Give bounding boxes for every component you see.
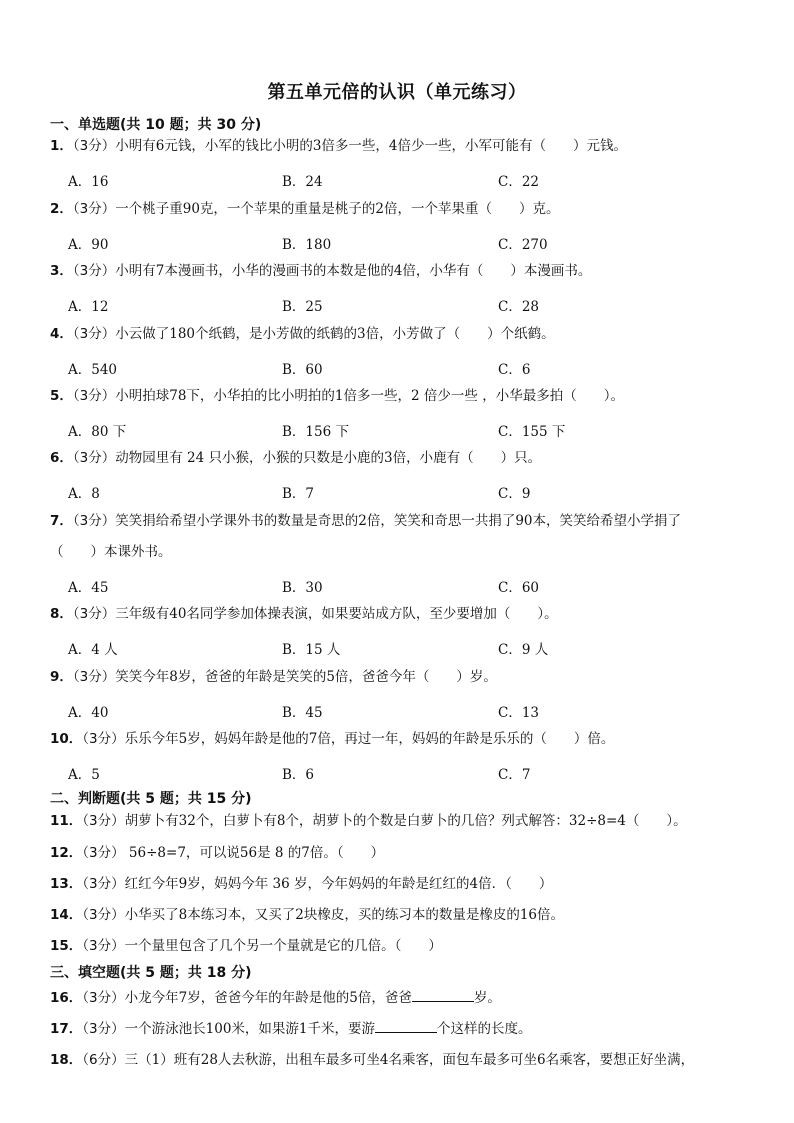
question-text: 笑笑捐给希望小学课外书的数量是奇思的2倍，笑笑和奇思一共捐了90本，笑笑给希望小学捐了 bbox=[115, 513, 682, 529]
question-text: 红红今年9岁，妈妈今年 36 岁，今年妈妈的年龄是红红的4倍．（ ） bbox=[124, 876, 553, 892]
question-score: （3分） bbox=[82, 938, 125, 954]
question-14 bbox=[50, 900, 762, 931]
question-number: 17． bbox=[50, 1021, 83, 1037]
question-number: 14． bbox=[50, 907, 83, 923]
question-text: 胡萝卜有32个，白萝卜有8个，胡萝卜的个数是白萝卜的几倍？列式解答：32÷8=4（ ）。 bbox=[124, 813, 687, 829]
option-b[interactable]: B．6 bbox=[282, 767, 315, 783]
question-text: 乐乐今年5岁，妈妈年龄是他的7倍，再过一年，妈妈的年龄是乐乐的（ ）倍。 bbox=[124, 731, 615, 747]
question-score: （3分） bbox=[72, 513, 116, 529]
question-number: 15． bbox=[50, 938, 83, 954]
option-c[interactable]: C．6 bbox=[498, 362, 531, 378]
question-2 bbox=[50, 194, 762, 225]
option-c[interactable]: C．270 bbox=[498, 237, 548, 253]
option-a[interactable]: A．16 bbox=[68, 174, 109, 190]
question-7-continued bbox=[50, 537, 762, 568]
question-number: 16． bbox=[50, 990, 83, 1006]
question-text: 小明有7本漫画书，小华的漫画书的本数是他的4倍，小华有（ ）本漫画书。 bbox=[115, 263, 592, 279]
question-number: 5． bbox=[50, 388, 73, 404]
question-11 bbox=[50, 806, 762, 837]
question-number: 11． bbox=[50, 813, 83, 829]
question-text: 小云做了180个纸鹤，是小芳做的纸鹤的3倍，小芳做了（ ）个纸鹤。 bbox=[115, 326, 555, 342]
option-a[interactable]: A．540 bbox=[68, 362, 118, 378]
question-score: （3分） bbox=[72, 606, 116, 622]
question-number: 6． bbox=[50, 450, 73, 466]
question-number: 2． bbox=[50, 201, 73, 217]
answer-blank[interactable] bbox=[412, 987, 474, 1002]
question-score: （3分） bbox=[82, 731, 125, 747]
options-5 bbox=[68, 420, 768, 442]
question-text: 56÷8=7，可以说56是 8 的7倍。（ ） bbox=[124, 845, 385, 861]
options-9 bbox=[68, 701, 768, 723]
question-score: （3分） bbox=[82, 813, 125, 829]
option-b[interactable]: B．7 bbox=[282, 486, 315, 502]
question-score: （6分） bbox=[82, 1052, 125, 1068]
question-score: （3分） bbox=[82, 990, 125, 1006]
option-a[interactable]: A．80 下 bbox=[68, 424, 127, 440]
question-score: （3分） bbox=[82, 1021, 125, 1037]
option-b[interactable]: B．45 bbox=[282, 705, 323, 721]
question-9 bbox=[50, 662, 762, 693]
option-a[interactable]: A．90 bbox=[68, 237, 109, 253]
question-score: （3分） bbox=[72, 388, 116, 404]
question-number: 1． bbox=[50, 138, 73, 154]
option-a[interactable]: A．5 bbox=[68, 767, 100, 783]
option-c[interactable]: C．13 bbox=[498, 705, 540, 721]
options-4 bbox=[68, 358, 768, 380]
question-text: 一个桃子重90克，一个苹果的重量是桃子的2倍，一个苹果重（ ）克。 bbox=[115, 201, 560, 217]
question-score: （3分） bbox=[82, 907, 125, 923]
question-3 bbox=[50, 256, 762, 287]
option-c[interactable]: C．60 bbox=[498, 580, 540, 596]
options-8 bbox=[68, 638, 768, 660]
question-12 bbox=[50, 838, 762, 869]
option-a[interactable]: A．45 bbox=[68, 580, 109, 596]
section-heading-single-choice: 一、单选题(共 10 题；共 30 分) bbox=[50, 117, 262, 133]
question-15 bbox=[50, 931, 762, 962]
section-heading-fill-blank: 三、填空题(共 5 题；共 18 分) bbox=[50, 965, 252, 981]
question-8 bbox=[50, 599, 762, 630]
question-score: （3分） bbox=[72, 326, 116, 342]
options-3 bbox=[68, 295, 768, 317]
option-a[interactable]: A．4 人 bbox=[68, 642, 118, 658]
option-c[interactable]: C．7 bbox=[498, 767, 531, 783]
question-17 bbox=[50, 1014, 762, 1045]
page-title: 第五单元倍的认识（单元练习） bbox=[267, 82, 527, 103]
question-score: （3分） bbox=[72, 669, 116, 685]
question-text-continued: （ ）本课外书。 bbox=[50, 544, 172, 560]
question-number: 18． bbox=[50, 1052, 83, 1068]
question-number: 9． bbox=[50, 669, 73, 685]
question-text: 动物园里有 24 只小猴，小猴的只数是小鹿的3倍，小鹿有（ ）只。 bbox=[115, 450, 542, 466]
question-score: （3分） bbox=[72, 138, 116, 154]
question-number: 13． bbox=[50, 876, 83, 892]
option-b[interactable]: B．25 bbox=[282, 299, 323, 315]
question-5 bbox=[50, 381, 762, 412]
option-b[interactable]: B．30 bbox=[282, 580, 323, 596]
question-1 bbox=[50, 131, 762, 162]
option-c[interactable]: C．9 bbox=[498, 486, 531, 502]
question-13 bbox=[50, 869, 762, 900]
options-10 bbox=[68, 763, 768, 785]
question-number: 3． bbox=[50, 263, 73, 279]
options-6 bbox=[68, 482, 768, 504]
question-text: 小华买了8本练习本，又买了2块橡皮，买的练习本的数量是橡皮的16倍。 bbox=[124, 907, 564, 923]
question-number: 12． bbox=[50, 845, 83, 861]
question-4 bbox=[50, 319, 762, 350]
option-c[interactable]: C．155 下 bbox=[498, 424, 566, 440]
option-b[interactable]: B．15 人 bbox=[282, 642, 341, 658]
question-text: 小明拍球78下，小华拍的比小明拍的1倍多一些，2 倍少一些 ，小华最多拍（ ）。 bbox=[115, 388, 624, 404]
option-b[interactable]: B．24 bbox=[282, 174, 323, 190]
question-score: （3分） bbox=[72, 201, 116, 217]
question-10 bbox=[50, 724, 762, 755]
question-score: （3分） bbox=[82, 876, 125, 892]
question-16 bbox=[50, 983, 762, 1014]
option-c[interactable]: C．9 人 bbox=[498, 642, 549, 658]
section-heading-true-false: 二、判断题(共 5 题；共 15 分) bbox=[50, 791, 252, 807]
option-c[interactable]: C．28 bbox=[498, 299, 540, 315]
question-18 bbox=[50, 1045, 762, 1076]
question-score: （3分） bbox=[72, 450, 116, 466]
question-text: 一个游泳池长100米，如果游1千米，要游 bbox=[124, 1021, 375, 1037]
option-b[interactable]: B．156 下 bbox=[282, 424, 349, 440]
option-b[interactable]: B．180 bbox=[282, 237, 332, 253]
option-c[interactable]: C．22 bbox=[498, 174, 540, 190]
question-number: 10． bbox=[50, 731, 83, 747]
question-6 bbox=[50, 443, 762, 474]
question-score: （3分） bbox=[82, 845, 125, 861]
question-number: 4． bbox=[50, 326, 73, 342]
question-text: 一个量里包含了几个另一个量就是它的几倍。（ ） bbox=[124, 938, 442, 954]
option-a[interactable]: A．12 bbox=[68, 299, 109, 315]
option-b[interactable]: B．60 bbox=[282, 362, 323, 378]
options-1 bbox=[68, 170, 768, 192]
question-text: 三年级有40名同学参加体操表演，如果要站成方队，至少要增加（ ）。 bbox=[115, 606, 558, 622]
options-2 bbox=[68, 233, 768, 255]
question-text: 小明有6元钱，小军的钱比小明的3倍多一些，4倍少一些，小军可能有（ ）元钱。 bbox=[115, 138, 628, 154]
question-score: （3分） bbox=[72, 263, 116, 279]
question-text-after: 个这样的长度。 bbox=[437, 1021, 532, 1037]
question-text: 笑笑今年8岁，爸爸的年龄是笑笑的5倍，爸爸今年（ ）岁。 bbox=[115, 669, 497, 685]
options-7 bbox=[68, 576, 768, 598]
option-a[interactable]: A．40 bbox=[68, 705, 109, 721]
question-text: 三（1）班有28人去秋游，出租车最多可坐4名乘客，面包车最多可坐6名乘客，要想正好坐满， bbox=[124, 1052, 695, 1068]
question-number: 7． bbox=[50, 513, 73, 529]
answer-blank[interactable] bbox=[375, 1018, 437, 1033]
question-text-after: 岁。 bbox=[473, 990, 501, 1006]
question-7 bbox=[50, 506, 762, 537]
question-text: 小龙今年7岁，爸爸今年的年龄是他的5倍，爸爸 bbox=[124, 990, 412, 1006]
question-number: 8． bbox=[50, 606, 73, 622]
option-a[interactable]: A．8 bbox=[68, 486, 100, 502]
